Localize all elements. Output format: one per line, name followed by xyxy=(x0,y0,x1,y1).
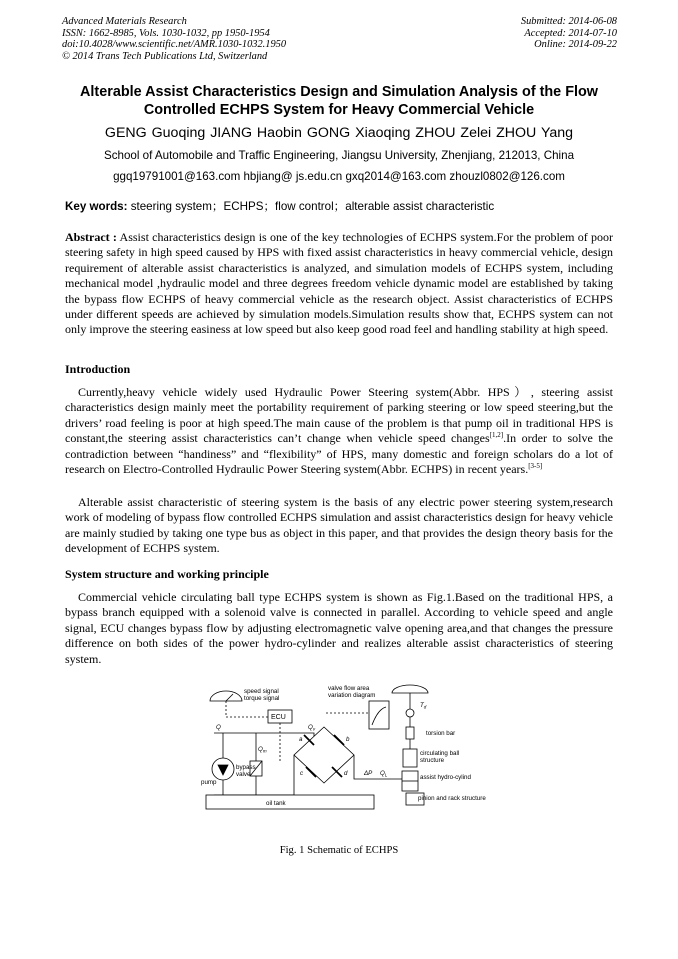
label-ql xyxy=(380,770,388,778)
intro-paragraph-2: Alterable assist characteristic of steering system is the basis of any electric power steering system,research work of modeling of bypass flow controlled ECHPS simulation and assist characteristics design for heavy vehicle are mainly studied by taking one type bus as object in this paper, and that provides the design theory basis for the development of ECHPS system. xyxy=(65,495,613,556)
label-c: c xyxy=(300,770,304,777)
journal-copyright: © 2014 Trans Tech Publications Ltd, Switzerland xyxy=(62,50,268,62)
online-date: Online: 2014-09-22 xyxy=(534,39,617,51)
citation-3-5: [3-5] xyxy=(528,462,543,471)
label-pinion-rack: pinion and rack structure xyxy=(418,795,486,802)
journal-info xyxy=(62,16,286,62)
label-bypass: bypass xyxy=(236,764,256,771)
label-ecu: ECU xyxy=(271,714,286,721)
journal-name: Advanced Materials Research xyxy=(62,16,187,27)
label-valve: valve xyxy=(236,771,251,778)
label-td xyxy=(420,702,427,710)
journal-doi: doi:10.4028/www.scientific.net/AMR.1030-1032.1950 xyxy=(62,39,287,51)
label-qv xyxy=(308,724,316,732)
speedometer-icon xyxy=(210,691,242,701)
label-delta-p: ΔP xyxy=(364,770,373,777)
label-speed-signal: speed signal xyxy=(244,688,279,695)
citation-1-2: [1,2] xyxy=(489,431,504,440)
intro-paragraph-1 xyxy=(65,385,613,477)
figure-echps-schematic xyxy=(196,683,486,828)
schematic-diagram xyxy=(196,683,486,828)
label-b: b xyxy=(346,736,350,743)
label-structure: structure xyxy=(420,757,445,764)
intro-p1-part-a: Currently,heavy vehicle widely used Hydraulic Power Steering system(Abbr. HPS）, steering assist characteristics design mainly meet the portability requirement of parking steering or low speed steering,but the drivers’ road feeling is poor at high speed.The main cause of the problem is that pump oil in traditional HPS is constant,the steering assist characteristics can’t change when vehicle speed changes xyxy=(65,385,613,446)
author-emails: ggq19791001@163.com hbjiang@ js.edu.cn gxq2014@163.com zhouzl0802@126.com xyxy=(113,170,565,183)
abstract xyxy=(65,230,613,338)
keywords-label: Key words: xyxy=(65,200,128,213)
affiliation: School of Automobile and Traffic Engineering, Jiangsu University, Zhenjiang, 212013, China xyxy=(103,149,575,162)
label-oil-tank: oil tank xyxy=(266,800,286,807)
submitted-date: Submitted: 2014-06-08 xyxy=(520,16,617,27)
abstract-text: Assist characteristics design is one of the key technologies of ECHPS system.For the problem of poor steering safety in high speed caused by HPS with fixed assist characteristics in heavy commercial vehicle, design requirement of alterable assist characteristics is analyzed, and simulation models of ECHPS system, including mechanical model ,hydraulic model and three degrees freedom vehicle dynamic model are established by taking the bypass flow ECHPS of heavy commercial vehicle as the research object. Assist characteristics of ECHPS under different speeds are achieved by simulation models.Simulation results show that, ECHPS system can not only improve the steering easiness at low speed but also keep good road feel and handling stability at high speed. xyxy=(65,230,613,337)
label-td-main: T xyxy=(420,702,424,709)
figure-caption: Fig. 1 Schematic of ECHPS xyxy=(279,845,399,856)
author-list: GENG Guoqing JIANG Haobin GONG Xiaoqing ZHOU Zelei ZHOU Yang xyxy=(104,125,574,141)
label-ql-sub: L xyxy=(384,772,388,778)
submission-dates xyxy=(521,16,617,51)
accepted-date: Accepted: 2014-07-10 xyxy=(524,27,617,39)
journal-issn: ISSN: 1662-8985, Vols. 1030-1032, pp 1950-1954 xyxy=(62,27,270,39)
label-pump: pump xyxy=(201,779,217,786)
label-qv-sub: v xyxy=(312,726,316,732)
label-qm-main: Q xyxy=(258,746,263,753)
torsion-bar-icon xyxy=(406,727,414,739)
section-heading-system-structure: System structure and working principle xyxy=(65,567,269,581)
label-q: Q xyxy=(216,724,221,731)
keywords xyxy=(65,198,625,214)
torque-sensor-icon xyxy=(406,709,414,717)
steering-wheel-icon xyxy=(392,685,428,693)
circulating-ball-icon xyxy=(403,749,417,767)
label-qm xyxy=(258,746,267,754)
paper-title: Alterable Assist Characteristics Design and Simulation Analysis of the Flow Controlled ECHPS System for Heavy Commercial Vehicle xyxy=(80,84,598,118)
intro-p1-part-b: .In order to solve the contradiction between “handiness” and “flexibility” of HPS, many domestic and foreign scholars do a lot of research on Electro-Controlled Hydraulic Power Steering system(Abbr. ECHPS) in recent years. xyxy=(65,431,613,477)
section-heading-introduction: Introduction xyxy=(65,362,131,376)
label-torque-signal: torque signal xyxy=(244,695,280,702)
abstract-label: Abstract : xyxy=(65,230,117,244)
label-qm-sub: m xyxy=(262,748,267,754)
label-ql-main: Q xyxy=(380,770,385,777)
oil-tank-icon xyxy=(206,795,374,809)
label-torsion-bar: torsion bar xyxy=(426,730,456,737)
label-a: a xyxy=(299,736,303,743)
label-assist-cylinder: assist hydro-cylind xyxy=(420,774,471,781)
cylinder-pipe xyxy=(354,755,402,779)
system-paragraph-1: Commercial vehicle circulating ball type ECHPS system is shown as Fig.1.Based on the traditional HPS, a bypass branch equipped with a solenoid valve is connected in parallel. According to vehicle speed and angle signal, ECU changes bypass flow by adjusting electromagnetic valve opening area,and that changes the pressure difference on both sides of the power hydro-cylinder and realizes alterable assist characteristics of steering system. xyxy=(65,590,613,666)
label-d: d xyxy=(344,770,348,777)
label-circulating: circulating ball xyxy=(420,750,460,757)
label-qv-main: Q xyxy=(308,724,313,731)
label-variation: variation diagram xyxy=(328,692,376,699)
label-td-sub: d xyxy=(423,704,427,710)
label-valve-flow: valve flow area xyxy=(328,685,370,692)
keywords-text: steering system；ECHPS；flow control；alterable assist characteristic xyxy=(127,200,495,213)
